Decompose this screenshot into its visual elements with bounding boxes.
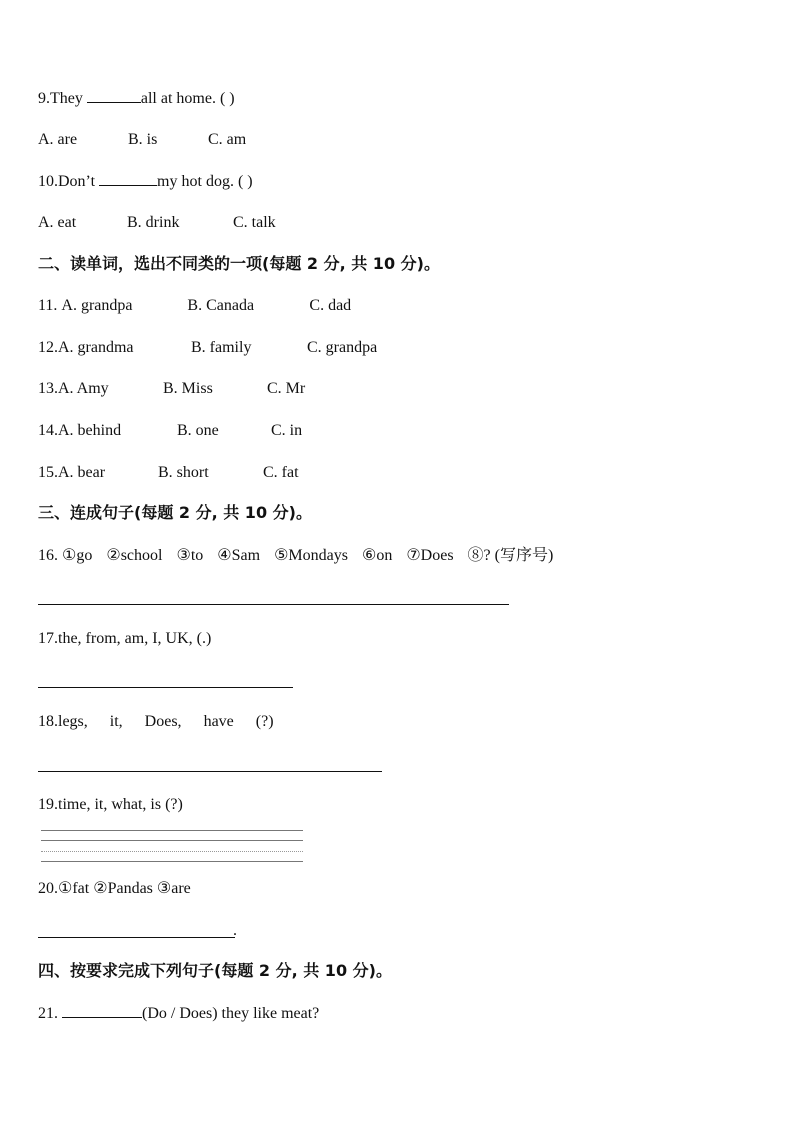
question-21 <box>38 1003 319 1024</box>
option-a: A. Amy <box>58 380 109 397</box>
question-19: 19.time, it, what, is (?) <box>38 796 183 813</box>
word-token: ⑦Does <box>406 547 454 564</box>
question-17: 17.the, from, am, I, UK, (.) <box>38 630 212 647</box>
grid-line-4 <box>41 861 303 862</box>
question-16 <box>38 546 553 566</box>
question-text-post: (Do / Does) they like meat? <box>142 1005 320 1022</box>
word-token: ⑤Mondays <box>274 547 348 564</box>
question-number: 14. <box>38 422 58 439</box>
question-text-post: my hot dog. <box>157 173 234 190</box>
question-9-options <box>38 130 246 150</box>
question-10-options <box>38 213 276 233</box>
word-token: it, <box>109 713 123 730</box>
question-number: 21. <box>38 1005 62 1022</box>
word-token: Does, <box>144 713 182 730</box>
grid-line-1 <box>41 830 303 831</box>
question-12 <box>38 338 377 358</box>
option-a: A. are <box>38 131 78 148</box>
question-number: 9. <box>38 90 50 107</box>
option-c: C. talk <box>233 214 276 231</box>
question-number: 12. <box>38 339 58 356</box>
option-b: B. short <box>158 464 209 481</box>
option-c: C. am <box>208 131 247 148</box>
question-13 <box>38 379 305 399</box>
answer-blank[interactable] <box>87 88 141 103</box>
answer-line-20[interactable] <box>38 937 235 938</box>
question-15 <box>38 463 299 483</box>
question-11 <box>38 296 351 316</box>
question-9 <box>38 88 235 109</box>
option-c: C. grandpa <box>307 339 378 356</box>
option-b: B. Miss <box>163 380 213 397</box>
option-a: A. behind <box>58 422 122 439</box>
question-14 <box>38 421 302 441</box>
option-b: B. is <box>128 131 158 148</box>
word-token: ⑧? (写序号) <box>467 547 554 564</box>
answer-paren[interactable]: ( ) <box>219 90 235 107</box>
answer-blank[interactable] <box>99 171 157 186</box>
option-a: A. grandpa <box>61 297 133 314</box>
question-20: 20.①fat ②Pandas ③are <box>38 880 191 897</box>
answer-line-18[interactable] <box>38 771 382 772</box>
section-2-title: 二、读单词，选出不同类的一项(每题 2 分, 共 10 分)。 <box>38 254 440 273</box>
grid-line-2 <box>41 840 303 841</box>
question-number: 10. <box>38 173 58 190</box>
option-a: A. grandma <box>58 339 134 356</box>
question-10 <box>38 171 253 192</box>
question-number: 11. <box>38 297 58 314</box>
sentence-end-period: . <box>233 922 237 939</box>
option-c: C. in <box>271 422 303 439</box>
section-4-title: 四、按要求完成下列句子(每题 2 分, 共 10 分)。 <box>38 961 392 980</box>
word-token: ②school <box>106 547 163 564</box>
word-token: ⑥on <box>361 547 393 564</box>
answer-line-17[interactable] <box>38 687 293 688</box>
option-c: C. fat <box>263 464 299 481</box>
option-a: A. bear <box>58 464 106 481</box>
answer-blank[interactable] <box>62 1003 142 1018</box>
option-b: B. family <box>191 339 252 356</box>
question-number: 15. <box>38 464 58 481</box>
word-token: ①go <box>62 547 93 564</box>
option-a: A. eat <box>38 214 77 231</box>
word-token: have <box>203 713 234 730</box>
word-token: (?) <box>255 713 274 730</box>
question-18 <box>38 712 288 732</box>
option-b: B. drink <box>127 214 180 231</box>
question-number: 18. <box>38 713 58 730</box>
word-token: legs, <box>58 713 88 730</box>
answer-paren[interactable]: ( ) <box>237 173 253 190</box>
word-token: ④Sam <box>217 547 261 564</box>
four-line-writing-grid[interactable] <box>41 830 303 862</box>
option-b: B. Canada <box>187 297 255 314</box>
question-number: 16. <box>38 547 58 564</box>
answer-line-16[interactable] <box>38 604 509 605</box>
word-token: ③to <box>176 547 204 564</box>
section-3-title: 三、连成句子(每题 2 分, 共 10 分)。 <box>38 503 312 522</box>
option-c: C. dad <box>309 297 352 314</box>
question-text-pre: Don’t <box>58 173 96 190</box>
option-c: C. Mr <box>267 380 306 397</box>
question-text-post: all at home. <box>140 90 216 107</box>
grid-line-3 <box>41 851 303 852</box>
question-text-pre: They <box>50 90 83 107</box>
question-number: 13. <box>38 380 58 397</box>
option-b: B. one <box>177 422 219 439</box>
